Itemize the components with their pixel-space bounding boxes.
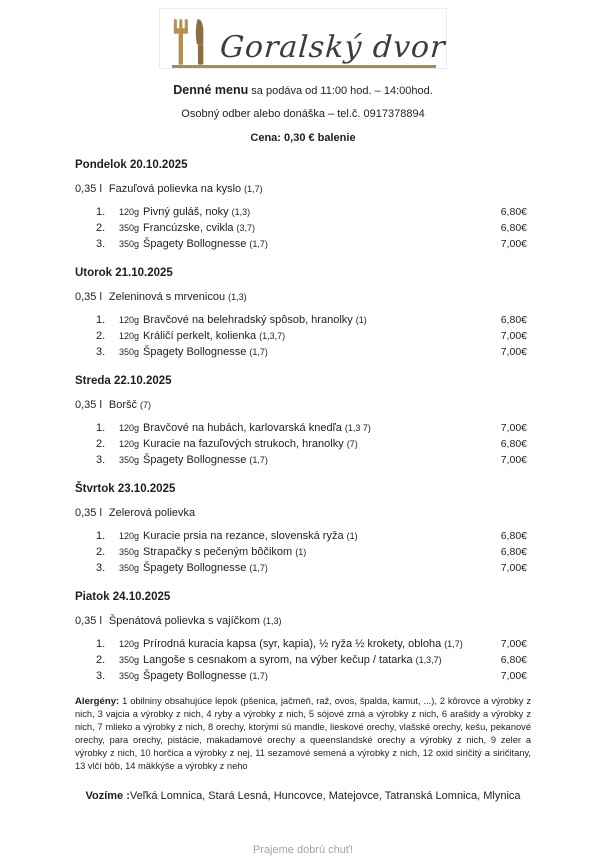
menu-item: 2. 120g Kuracie na fazuľových strukoch, hranolky (7) 6,80€ (96, 438, 527, 450)
soup-line: 0,35 l Boršč (7) (75, 399, 152, 411)
item-price: 6,80€ (500, 530, 527, 542)
day-title: Streda 22.10.2025 (75, 375, 172, 387)
menu-item: 3. 350g Špagety Bollognesse (1,7) 7,00€ (96, 562, 527, 574)
soup-line: 0,35 l Zelerová polievka (75, 507, 196, 519)
logo-text: Goralský dvor (218, 30, 447, 65)
item-price: 7,00€ (500, 422, 527, 434)
fork-knife-icon (172, 17, 212, 65)
menu-item: 1. 120g Pivný guláš, noky (1,3) 6,80€ (96, 206, 527, 218)
menu-item: 1. 120g Prírodná kuracia kapsa (syr, kapia), ½ ryža ½ krokety, obloha (1,7) 7,00€ (96, 638, 527, 650)
item-price: 7,00€ (500, 562, 527, 574)
footer-wish: Prajeme dobrú chuť! (252, 844, 354, 856)
menu-item: 2. 120g Králičí perkelt, kolienka (1,3,7) 7,00€ (96, 330, 527, 342)
day-title: Štvrtok 23.10.2025 (75, 483, 176, 495)
menu-label: Denné menu (173, 83, 249, 97)
menu-item: 2. 350g Langoše s cesnakom a syrom, na výber kečup / tatarka (1,3,7) 6,80€ (96, 654, 527, 666)
menu-item: 3. 350g Špagety Bollognesse (1,7) 7,00€ (96, 346, 527, 358)
menu-item: 2. 350g Francúzske, cvikla (3,7) 6,80€ (96, 222, 527, 234)
allergens-label: Alergény: (75, 696, 120, 707)
day-section-friday (75, 591, 527, 684)
menu-item: 1. 120g Bravčové na hubách, karlovarská knedľa (1,3 7) 7,00€ (96, 422, 527, 434)
item-price: 6,80€ (500, 546, 527, 558)
menu-item: 3. 350g Špagety Bollognesse (1,7) 7,00€ (96, 454, 527, 466)
item-price: 6,80€ (500, 654, 527, 666)
item-price: 7,00€ (500, 346, 527, 358)
menu-days (0, 159, 606, 684)
day-title: Utorok 21.10.2025 (75, 267, 173, 279)
day-section-tuesday (75, 267, 527, 360)
item-price: 7,00€ (500, 238, 527, 250)
soup-line: 0,35 l Zeleninová s mrvenicou (1,3) (75, 291, 247, 303)
menu-item: 3. 350g Špagety Bollognesse (1,7) 7,00€ (96, 238, 527, 250)
day-section-monday (75, 159, 527, 252)
delivery-label: Vozíme : (85, 790, 130, 802)
soup-line: 0,35 l Špenátová polievka s vajíčkom (1,3) (75, 615, 282, 627)
item-price: 6,80€ (500, 206, 527, 218)
logo-box (159, 8, 447, 69)
menu-item: 2. 350g Strapačky s pečeným bôčikom (1) 6,80€ (96, 546, 527, 558)
intro (0, 83, 606, 144)
menu-item: 1. 120g Kuracie prsia na rezance, slovenská ryža (1) 6,80€ (96, 530, 527, 542)
day-section-wednesday (75, 375, 527, 468)
item-price: 6,80€ (500, 222, 527, 234)
delivery-line: Vozíme :Veľká Lomnica, Stará Lesná, Huncovce, Matejovce, Tatranská Lomnica, Mlynica (85, 790, 521, 802)
day-section-thursday (75, 483, 527, 576)
day-title: Pondelok 20.10.2025 (75, 159, 188, 171)
item-price: 6,80€ (500, 314, 527, 326)
item-price: 7,00€ (500, 454, 527, 466)
menu-item: 3. 350g Špagety Bollognesse (1,7) 7,00€ (96, 670, 527, 682)
item-price: 7,00€ (500, 330, 527, 342)
packaging-price-line: Cena: 0,30 € balenie (250, 132, 356, 144)
pickup-phone-line: Osobný odber alebo donáška – tel.č. 0917378894 (181, 108, 425, 120)
serving-hours-line: Denné menu sa podáva od 11:00 hod. – 14:00hod. (173, 83, 433, 97)
day-title: Piatok 24.10.2025 (75, 591, 171, 603)
item-price: 7,00€ (500, 670, 527, 682)
menu-item: 1. 120g Bravčové na belehradský spôsob, hranolky (1) 6,80€ (96, 314, 527, 326)
allergens-note: Alergény: 1 obilniny obsahujúce lepok (pšenica, jačmeň, raž, ovos, špalda, kamut, ...), 2 kôrovce a výrobky z nich, 3 vajcia a výrobky z nich, 4 ryby a výrobky z nich, 5 sójové zrná a výrobky z nich, 6 arašidy a výrobky z nich, 7 mlieko a výrobky z nich, 8 orechy, ktorými sú mandle, lieskové orechy, vlašské orechy, kešu, pekanové orechy, para orechy, pistácie, makadamové orechy a queenslandské orechy a výrobky z nich, 9 zeler a výrobky z nich, 10 horčica a výrobky z nej, 11 sezamové semená a výrobky z nich, 12 oxid siričitý a siričitany, 13 vlčí bôb, 14 mäkkýše a výrobky z neho (75, 696, 531, 771)
soup-line: 0,35 l Fazuľová polievka na kyslo (1,7) (75, 183, 263, 195)
item-price: 7,00€ (500, 638, 527, 650)
item-price: 6,80€ (500, 438, 527, 450)
logo (172, 17, 447, 68)
